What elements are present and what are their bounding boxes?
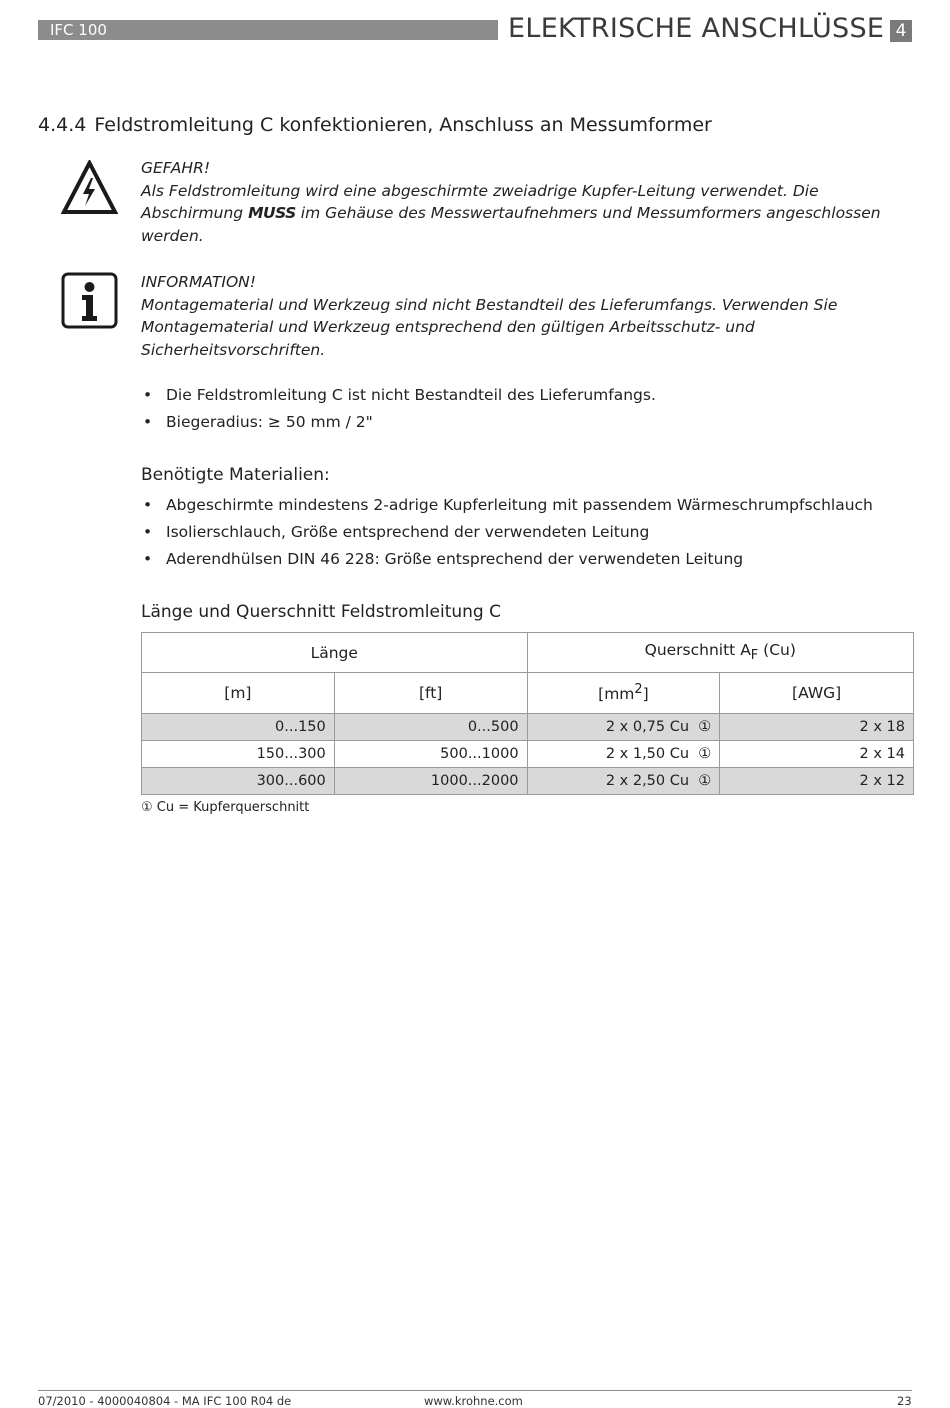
cell-mm2 xyxy=(527,714,720,741)
info-text: Montagematerial und Werkzeug sind nicht Bestandteil des Lieferumfangs. Verwenden Sie Montagematerial und Werkzeug entsprechend den gültigen Arbeitsschutz- und Sicherheitsvorschriften. xyxy=(141,295,838,359)
footnote-marker: ① xyxy=(698,719,712,735)
col-header-ft: [ft] xyxy=(334,673,527,714)
footer-doc-ref: 07/2010 - 4000040804 - MA IFC 100 R04 de xyxy=(38,1394,292,1408)
table-row xyxy=(142,741,914,768)
cross-section-label: Querschnitt A xyxy=(644,641,751,660)
information-icon xyxy=(61,272,118,329)
footnote-marker: ① xyxy=(698,773,712,789)
info-note xyxy=(141,271,921,361)
general-bullets xyxy=(141,382,656,436)
header-chapter-title: ELEKTRISCHE ANSCHLÜSSE xyxy=(508,13,885,44)
cell-awg: 2 x 18 xyxy=(720,714,914,741)
table-group-header-row xyxy=(142,633,914,673)
materials-list xyxy=(141,492,873,573)
list-item: • Die Feldstromleitung C ist nicht Bestandteil des Lieferumfangs. xyxy=(141,382,656,409)
list-item: • Abgeschirmte mindestens 2-adrige Kupferleitung mit passendem Wärmeschrumpfschlauch xyxy=(141,492,873,519)
mm2-value: 2 x 1,50 Cu xyxy=(605,746,690,762)
materials-heading: Benötigte Materialien: xyxy=(141,465,330,485)
warning-electric-icon xyxy=(61,160,118,216)
footnote-marker: ① xyxy=(698,746,712,762)
table-heading: Länge und Querschnitt Feldstromleitung C xyxy=(141,602,501,622)
info-heading: INFORMATION! xyxy=(141,273,256,291)
header-product: IFC 100 xyxy=(50,21,107,39)
cell-mm2 xyxy=(527,741,720,768)
mm2-value: 2 x 2,50 Cu xyxy=(605,773,690,789)
group-header-cross-section xyxy=(527,633,913,673)
header-chapter-number: 4 xyxy=(890,20,912,42)
list-item: • Isolierschlauch, Größe entsprechend der verwendeten Leitung xyxy=(141,519,873,546)
mm-unit: [mm xyxy=(598,685,635,704)
cell-m: 150...300 xyxy=(142,741,335,768)
section-title-text: Feldstromleitung C konfektionieren, Anschluss an Messumformer xyxy=(94,114,712,136)
col-header-awg: [AWG] xyxy=(720,673,914,714)
group-header-length: Länge xyxy=(142,633,528,673)
cable-spec-table xyxy=(141,632,914,795)
danger-text xyxy=(141,180,921,248)
cell-ft: 0...500 xyxy=(334,714,527,741)
cell-awg: 2 x 14 xyxy=(720,741,914,768)
table-row xyxy=(142,768,914,795)
danger-heading: GEFAHR! xyxy=(141,159,211,177)
table-footnote: ① Cu = Kupferquerschnitt xyxy=(141,800,310,815)
cell-m: 300...600 xyxy=(142,768,335,795)
list-item: • Biegeradius: ≥ 50 mm / 2" xyxy=(141,409,656,436)
header-product-bar xyxy=(38,20,498,40)
col-header-mm2 xyxy=(527,673,720,714)
mm-superscript: 2 xyxy=(634,682,643,698)
table-unit-header-row xyxy=(142,673,914,714)
danger-text-after: im Gehäuse des Messwertaufnehmers und Messumformers angeschlossen werden. xyxy=(141,204,881,245)
danger-note xyxy=(141,157,921,247)
section-number: 4.4.4 xyxy=(38,114,87,136)
col-header-m: [m] xyxy=(142,673,335,714)
footer-page-number: 23 xyxy=(897,1394,912,1408)
section-title xyxy=(38,112,712,138)
cell-ft: 500...1000 xyxy=(334,741,527,768)
footer-website: www.krohne.com xyxy=(424,1394,523,1408)
mm-unit-close: ] xyxy=(642,685,649,704)
footer-divider xyxy=(38,1390,912,1391)
list-item: • Aderendhülsen DIN 46 228: Größe entsprechend der verwendeten Leitung xyxy=(141,546,873,573)
mm2-value: 2 x 0,75 Cu xyxy=(605,719,690,735)
cross-section-subscript: F xyxy=(750,648,759,664)
cell-mm2 xyxy=(527,768,720,795)
danger-emphasis: MUSS xyxy=(248,204,296,222)
cross-section-suffix: (Cu) xyxy=(758,641,796,660)
cell-awg: 2 x 12 xyxy=(720,768,914,795)
danger-text-before: Als Feldstromleitung wird eine abgeschirmte zweiadrige Kupfer-Leitung verwendet. Die Abschirmung xyxy=(141,181,819,222)
table-row xyxy=(142,714,914,741)
cell-m: 0...150 xyxy=(142,714,335,741)
cell-ft: 1000...2000 xyxy=(334,768,527,795)
